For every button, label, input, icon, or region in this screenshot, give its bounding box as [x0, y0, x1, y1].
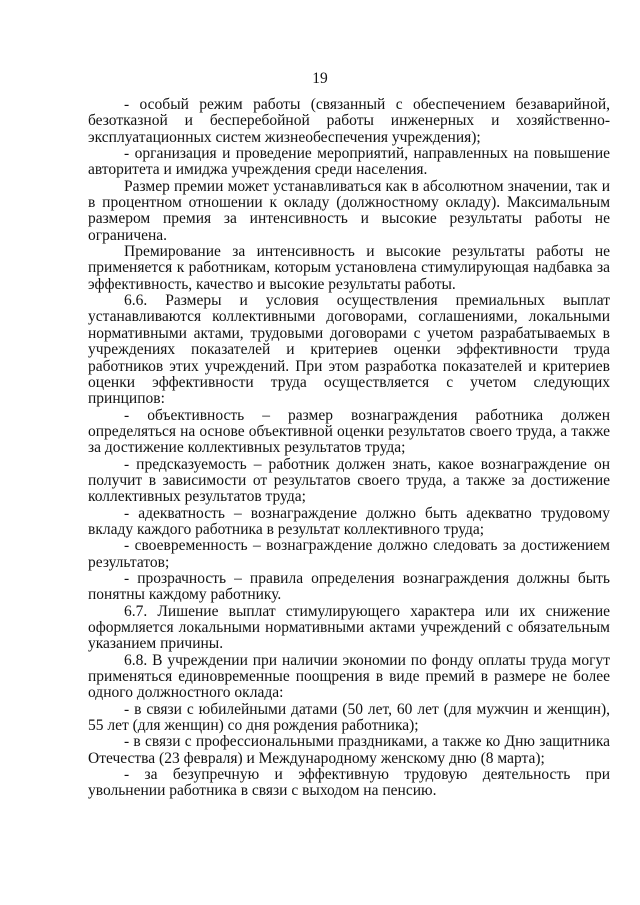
paragraph: - в связи с профессиональными праздниками, а также ко Дню защитника Отечества (23 февраля) и Международному женскому дню (8 марта);: [88, 733, 610, 767]
paragraph: 6.6. Размеры и условия осуществления премиальных выплат устанавливаются коллективными договорами, соглашениями, локальными нормативными актами, трудовыми договорами с учетом разрабатываемых в учреждениях показателей и критериев оценки эффективности труда работников этих учреждений. При этом разработка показателей и критериев оценки эффективности труда осуществляется с учетом следующих принципов:: [88, 292, 610, 408]
paragraph: - своевременность – вознаграждение должно следовать за достижением результатов;: [88, 537, 610, 571]
paragraph: - особый режим работы (связанный с обеспечением безаварийной, безотказной и бесперебойной работы инженерных и хозяйственно-эксплуатационных систем жизнеобеспечения учреждения);: [88, 96, 610, 146]
page-number: 19: [312, 70, 328, 87]
paragraph: Премирование за интенсивность и высокие результаты работы не применяется к работникам, которым установлена стимулирующая надбавка за эффективность, качество и высокие результаты работы.: [88, 243, 610, 293]
page-body: [88, 97, 610, 800]
paragraph: - организация и проведение мероприятий, направленных на повышение авторитета и имиджа учреждения среди населения.: [88, 145, 610, 179]
paragraph: - в связи с юбилейными датами (50 лет, 60 лет (для мужчин и женщин), 55 лет (для женщин) со дня рождения работника);: [88, 700, 610, 735]
paragraph: - предсказуемость – работник должен знать, какое вознаграждение он получит в зависимости от результатов своего труда, а также за достижение коллективных результатов труда;: [88, 455, 610, 506]
paragraph: - адекватность – вознаграждение должно быть адекватно трудовому вкладу каждого работника в результат коллективного труда;: [88, 504, 610, 538]
paragraph: - прозрачность – правила определения вознаграждения должны быть понятны каждому работнику.: [88, 569, 610, 604]
paragraph: - за безупречную и эффективную трудовую деятельность при увольнении работника в связи с выходом на пенсию.: [88, 766, 610, 800]
paragraph: 6.8. В учреждении при наличии экономии по фонду оплаты труда могут применяться единовременные поощрения в виде премий в размере не более одного должностного оклада:: [88, 651, 610, 702]
paragraph: - объективность – размер вознаграждения работника должен определяться на основе объективной оценки результатов своего труда, а также за достижение коллективных результатов труда;: [88, 406, 610, 457]
paragraph: 6.7. Лишение выплат стимулирующего характера или их снижение оформляется локальными нормативными актами учреждений с обязательным указанием причины.: [88, 602, 610, 653]
paragraph: Размер премии может устанавливаться как в абсолютном значении, так и в процентном отношении к окладу (должностному окладу). Максимальным размером премия за интенсивность и высокие результаты работы не ограничена.: [88, 177, 610, 244]
